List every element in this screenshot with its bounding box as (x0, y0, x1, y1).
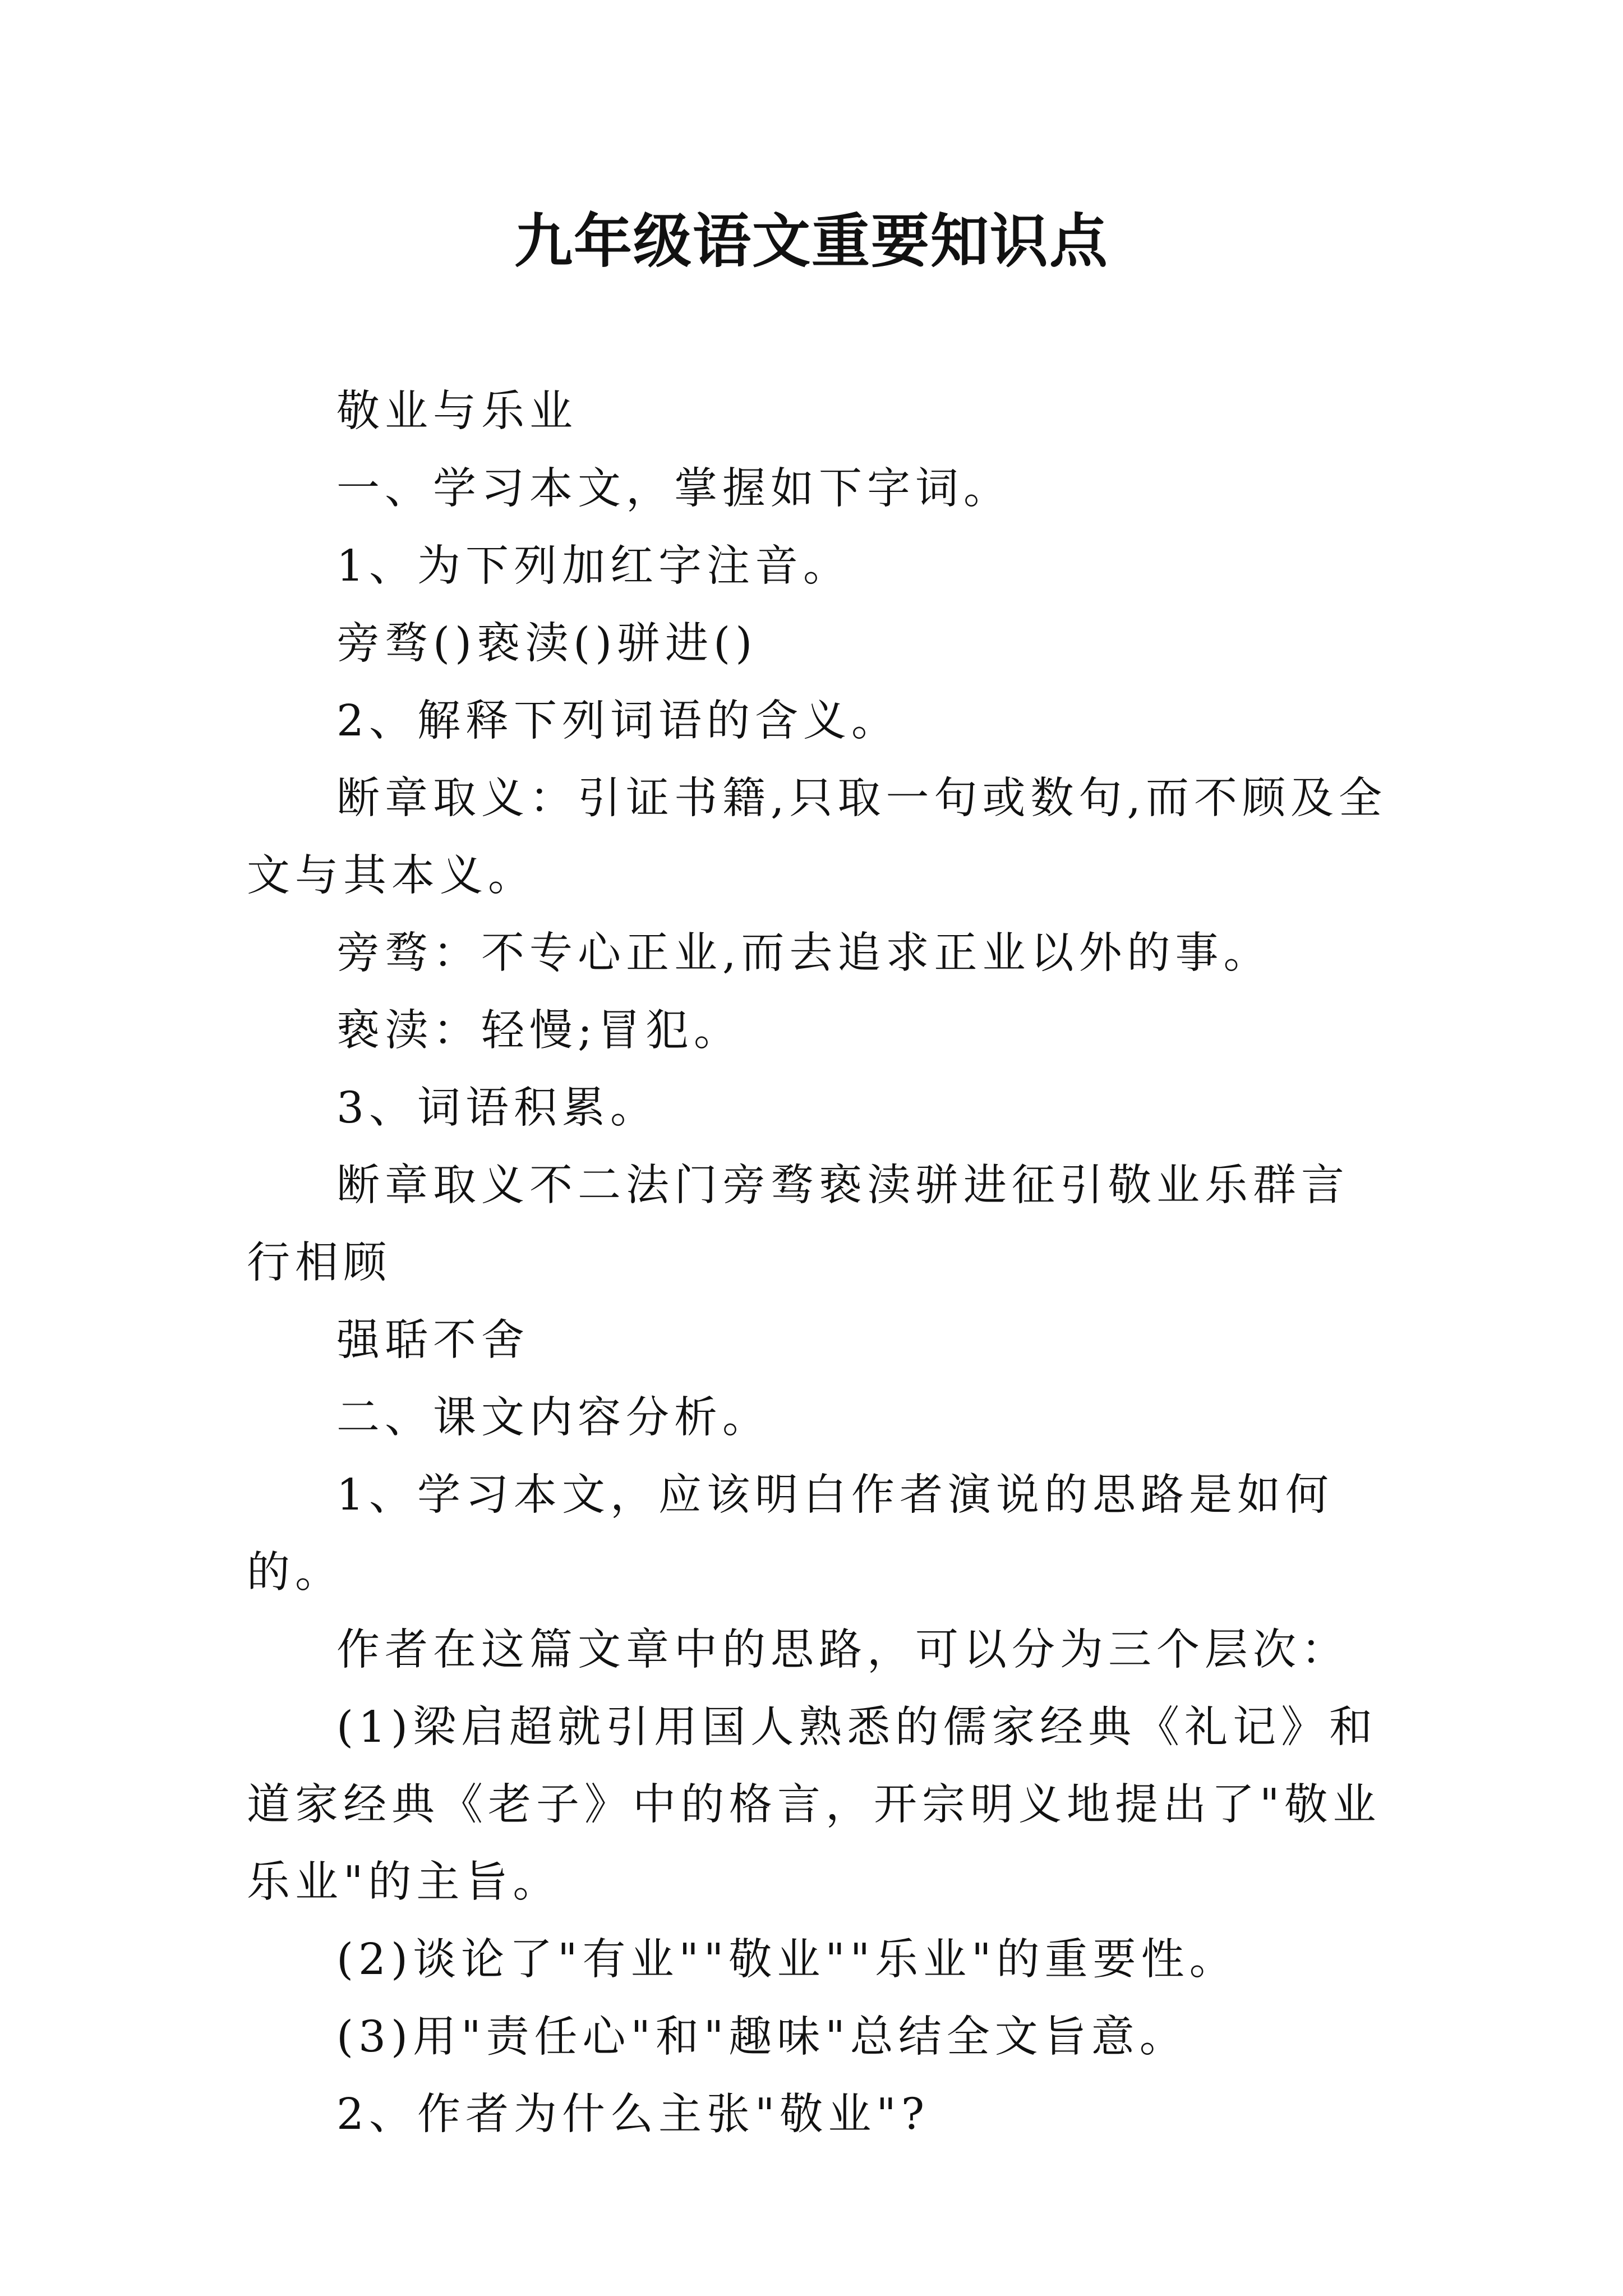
paragraph: 作者在这篇文章中的思路，可以分为三个层次： (336, 1625, 1349, 1675)
document-body (247, 373, 1391, 2154)
paragraph: 2、作者为什么主张"敬业"? (336, 2090, 930, 2139)
paragraph: 1、为下列加红字注音。 (336, 541, 851, 591)
paragraph: 断章取义：引证书籍,只取一句或数句,而不顾及全文与其本义。 (247, 774, 1387, 901)
paragraph: 2、解释下列词语的含义。 (336, 696, 900, 746)
paragraph: 断章取义不二法门旁骛亵渎骈进征引敬业乐群言行相顾 (247, 1161, 1349, 1288)
paragraph: 旁骛()亵渎()骈进() (336, 619, 758, 669)
section-heading: 敬业与乐业 (336, 386, 578, 436)
document-title: 九年级语文重要知识点 (514, 206, 1109, 275)
paragraph: 1、学习本文，应该明白作者演说的思路是如何的。 (247, 1470, 1334, 1598)
paragraph: 强聒不舍 (336, 1315, 529, 1365)
paragraph: 亵渎：轻慢;冒犯。 (336, 1006, 742, 1056)
paragraph: (2)谈论了"有业""敬业""乐业"的重要性。 (336, 1935, 1238, 1985)
paragraph: 3、词语积累。 (336, 1083, 658, 1133)
paragraph: 一、学习本文，掌握如下字词。 (336, 464, 1012, 514)
paragraph: (1)梁启超就引用国人熟悉的儒家经典《礼记》和道家经典《老子》中的格言，开宗明义地提出了"敬业乐业"的主旨。 (247, 1703, 1381, 1907)
paragraph: (3)用"责任心"和"趣味"总结全文旨意。 (336, 2012, 1188, 2062)
paragraph: 旁骛：不专心正业,而去追求正业以外的事。 (336, 928, 1272, 978)
paragraph: 二、课文内容分析。 (336, 1393, 771, 1443)
